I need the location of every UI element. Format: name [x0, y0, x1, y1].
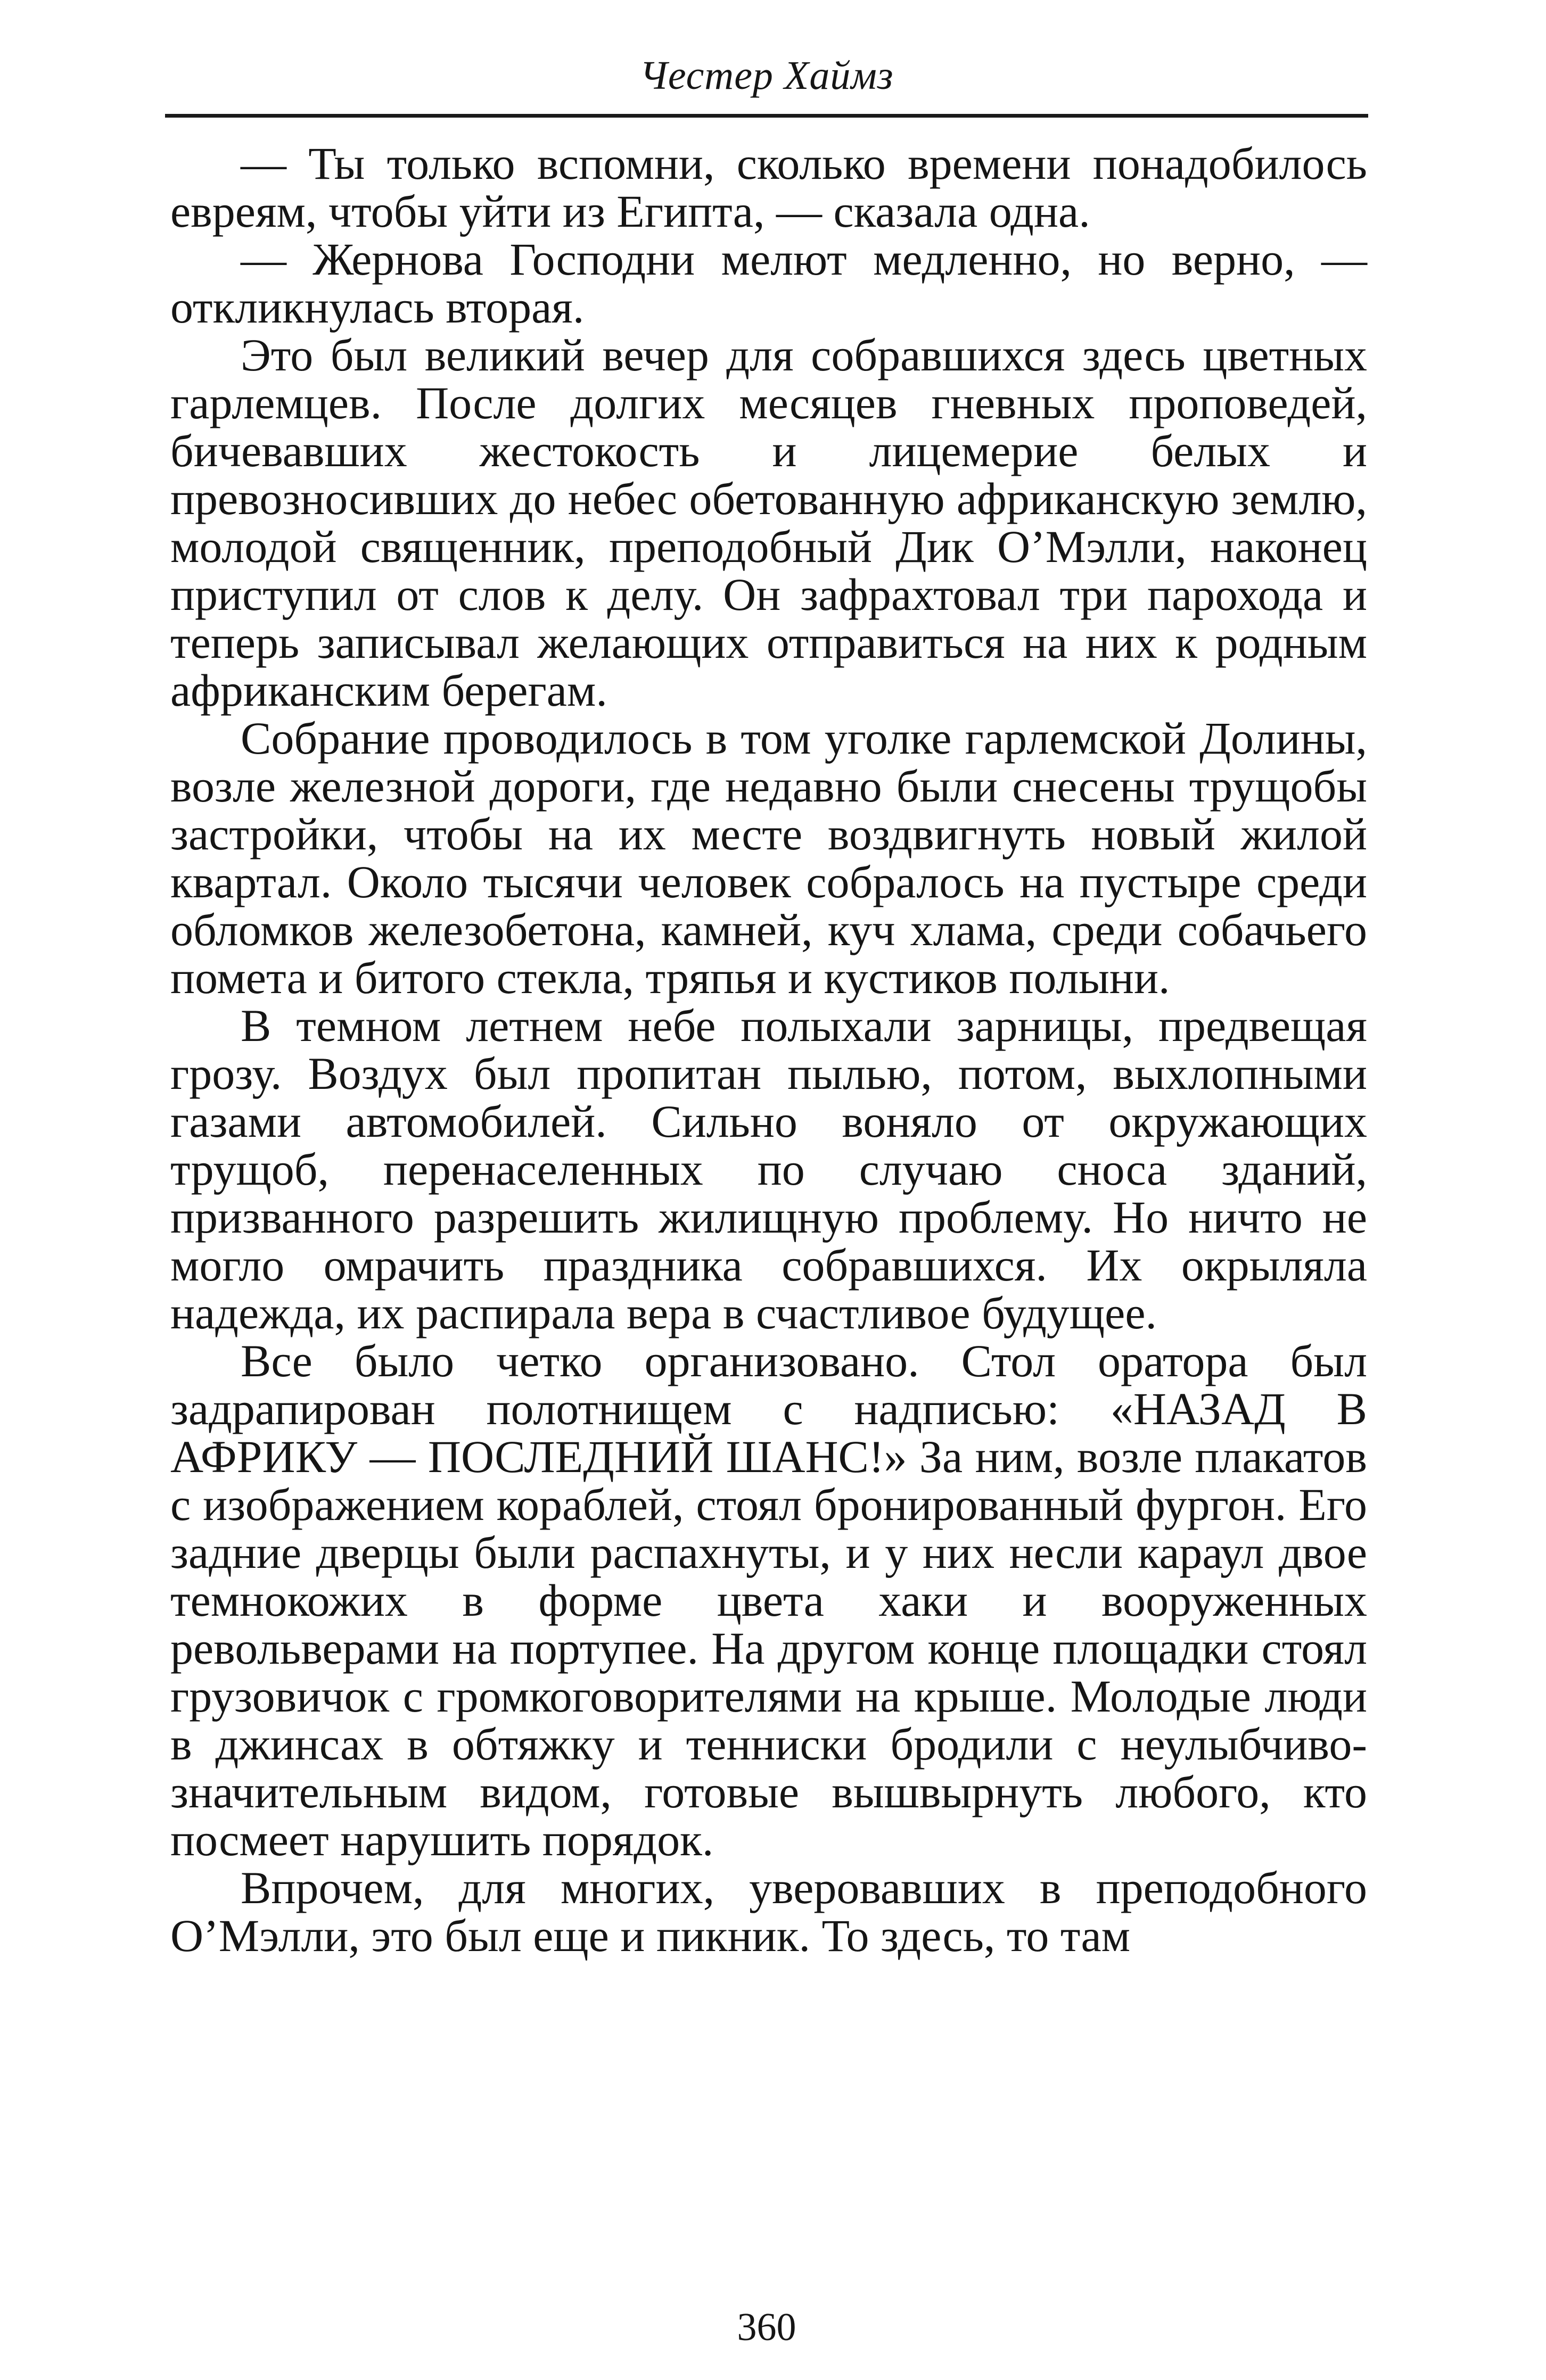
paragraph: Собрание проводилось в том уголке гарлемской Долины, возле железной дороги, где недавно были снесены трущобы застройки, чтобы на их месте воздвигнуть новый жилой квартал. Около тысячи человек собралось на пустыре среди обломков железобетона, камней, куч хлама, среди собачьего помета и битого стекла, тряпья и кустиков полыни.: [170, 713, 1367, 1003]
running-head: Честер Хаймз: [639, 53, 894, 98]
paragraph: В темном летнем небе полыхали зарницы, предвещая грозу. Воздух был пропитан пылью, потом, выхлопными газами автомобилей. Сильно воняло от окружающих трущоб, перенаселенных по случаю сноса зданий, призванного разрешить жилищную проблему. Но ничто не могло омрачить праздника собравшихся. Их окрыляла надежда, их распирала вера в счастливое будущее.: [170, 1000, 1367, 1338]
header-rule: [165, 114, 1368, 118]
paragraph: Все было четко организовано. Стол оратора был задрапирован полотнищем с надписью: «НАЗАД В АФРИКУ — ПОСЛЕДНИЙ ШАНС!» За ним, возле плакатов с изображением кораблей, стоял бронированный фургон. Его задние дверцы были распахнуты, и у них несли караул двое темнокожих в форме цвета хаки и вооруженных револьверами на портупее. На другом конце площадки стоял грузовичок с громкоговорителями на крыше. Молодые люди в джинсах в обтяжку и тенниски бродили с неулыбчиво-значительным видом, готовые вышвырнуть любого, кто посмеет нарушить порядок.: [170, 1335, 1367, 1865]
paragraph: Это был великий вечер для собравшихся здесь цветных гарлемцев. После долгих месяцев гневных проповедей, бичевавших жестокость и лицемерие белых и превозносивших до небес обетованную африканскую землю, молодой священник, преподобный Дик О’Мэлли, наконец приступил от слов к делу. Он зафрахтовал три парохода и теперь записывал желающих отправиться на них к родным африканским берегам.: [170, 329, 1367, 716]
paragraph: — Жернова Господни мелют медленно, но верно, — откликнулась вторая.: [170, 234, 1367, 333]
body-text: [170, 139, 1367, 1960]
paragraph: — Ты только вспомни, сколько времени понадобилось евреям, чтобы уйти из Египта, — сказала одна.: [170, 138, 1367, 237]
page-number: 360: [737, 2305, 796, 2349]
paragraph: Впрочем, для многих, уверовавших в преподобного О’Мэлли, это был еще и пикник. То здесь, то там: [170, 1862, 1367, 1961]
